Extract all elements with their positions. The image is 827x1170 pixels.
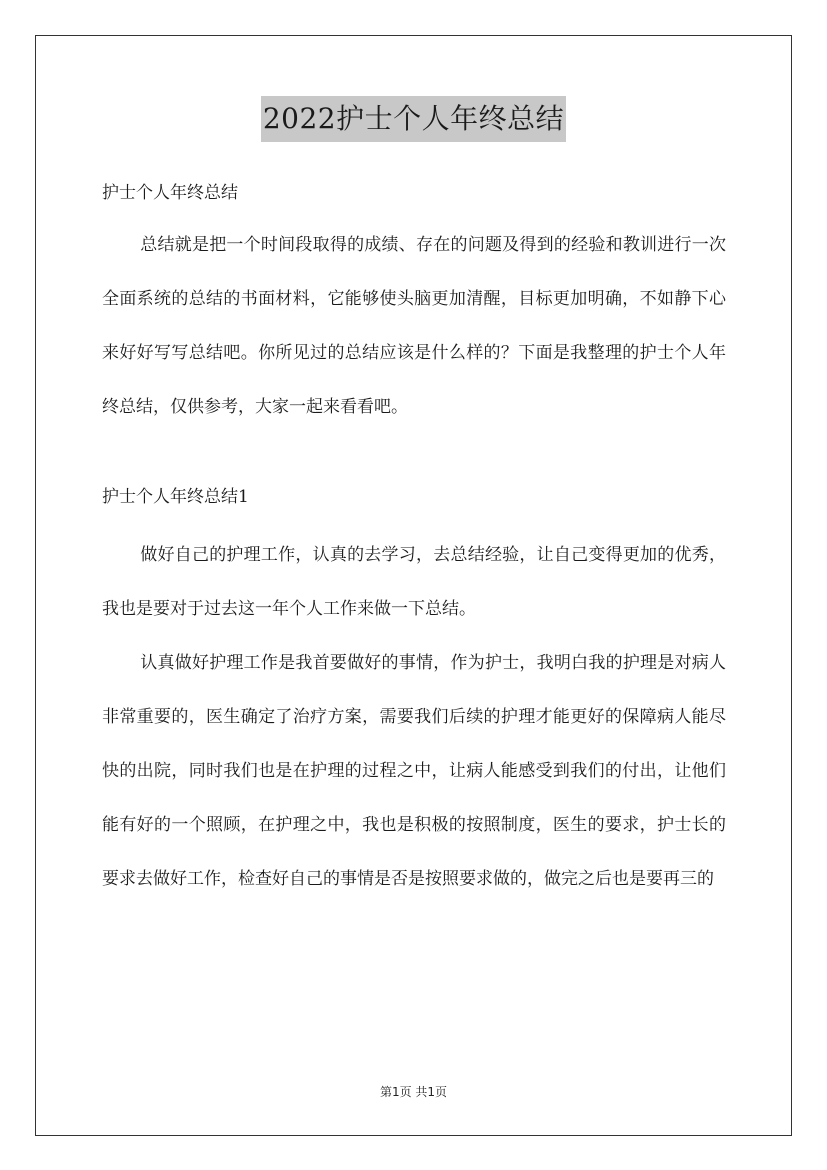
subtitle-heading: 护士个人年终总结 (102, 183, 238, 203)
section1-paragraph-2: 认真做好护理工作是我首要做好的事情，作为护士，我明白我的护理是对病人非常重要的，医生确定了治疗方案，需要我们后续的护理才能更好的保障病人能尽快的出院，同时我们也是在护理的过程之中，让病人能感受到我们的付出，让他们能有好的一个照顾，在护理之中，我也是积极的按照制度，医生的要求，护士长的要求去做好工作，检查好自己的事情是否是按照要求做的，做完之后也是要再三的 (102, 653, 726, 889)
page-footer: 第1页 共1页 (379, 1085, 448, 1099)
section1-paragraph-1: 做好自己的护理工作，认真的去学习，去总结经验，让自己变得更加的优秀，我也是要对于过去这一年个人工作来做一下总结。 (102, 545, 726, 619)
document-title: 2022护士个人年终总结 (261, 96, 566, 142)
section-spacer (102, 434, 726, 474)
title-container (0, 96, 827, 142)
section1-heading: 护士个人年终总结1 (102, 487, 249, 507)
document-body (102, 170, 726, 906)
intro-paragraph: 总结就是把一个时间段取得的成绩、存在的问题及得到的经验和教训进行一次全面系统的总结的书面材料，它能够使头脑更加清醒，目标更加明确，不如静下心来好好写写总结吧。你所见过的总结应该是什么样的？下面是我整理的护士个人年终总结，仅供参考，大家一起来看看吧。 (102, 235, 726, 417)
